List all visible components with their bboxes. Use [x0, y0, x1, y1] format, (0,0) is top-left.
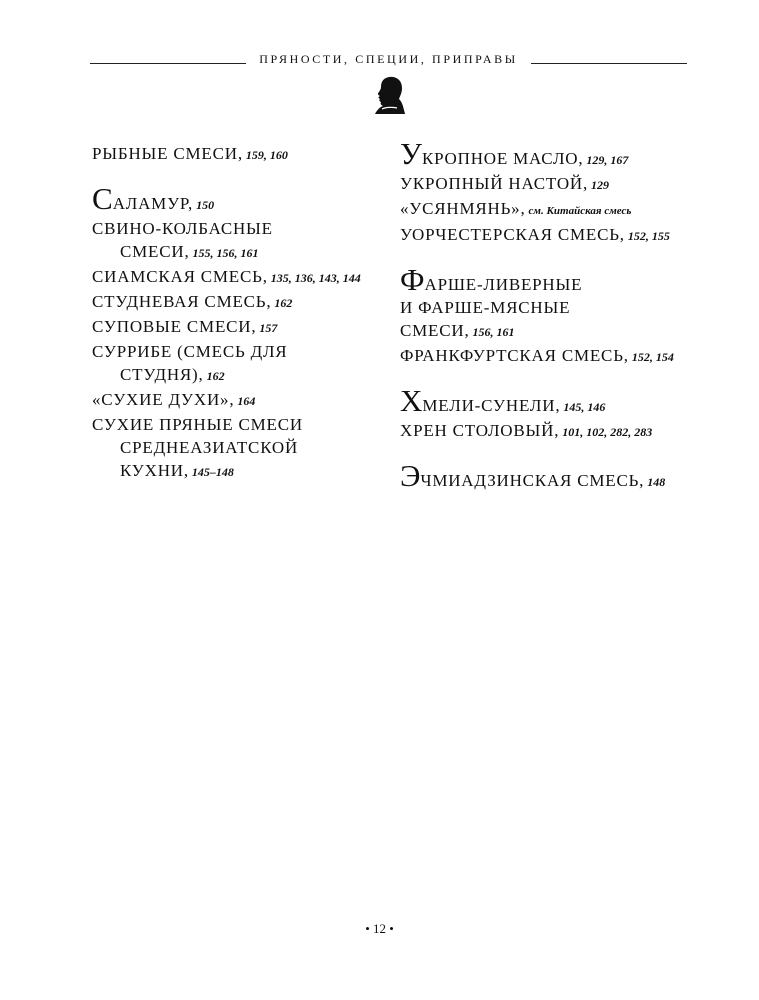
entry-pages: 162 — [206, 369, 225, 383]
entry-term: СМЕСИ, — [400, 321, 470, 340]
entry-pages: 152, 154 — [631, 350, 674, 364]
entry-pages: 152, 155 — [627, 229, 670, 243]
index-section-u — [400, 136, 720, 248]
index-section-f — [400, 262, 720, 369]
entry-term: СУХИЕ ПРЯНЫЕ СМЕСИ — [92, 415, 303, 434]
entry-term: СИАМСКАЯ СМЕСЬ, — [92, 267, 268, 286]
index-entry — [92, 315, 392, 340]
index-entry-continuation — [92, 459, 392, 484]
entry-cross-reference: см. Китайская смесь — [528, 205, 632, 217]
entry-term: СУРРИБЕ (СМЕСЬ ДЛЯ — [92, 342, 288, 361]
index-entry — [400, 296, 720, 319]
entry-term: АРШЕ-ЛИВЕРНЫЕ — [424, 275, 583, 294]
section-initial-letter: Ф — [400, 262, 425, 297]
entry-term: СРЕДНЕАЗИАТСКОЙ — [120, 438, 299, 457]
running-title: ПРЯНОСТИ, СПЕЦИИ, ПРИПРАВЫ — [259, 52, 518, 66]
entry-pages: 145–148 — [191, 465, 234, 479]
index-entry — [92, 217, 392, 240]
header-rule-left — [90, 63, 246, 64]
index-entry — [92, 142, 392, 167]
entry-term: ХРЕН СТОЛОВЫЙ, — [400, 421, 560, 440]
index-entry — [400, 136, 720, 172]
entry-term: «УСЯНМЯНЬ», — [400, 199, 526, 218]
section-initial-letter: Х — [400, 383, 423, 418]
index-entry-continuation — [92, 363, 392, 388]
entry-term: «СУХИЕ ДУХИ», — [92, 390, 235, 409]
index-section-kh — [400, 383, 720, 444]
page-number: • 12 • — [365, 921, 394, 936]
entry-term: ЧМИАДЗИНСКАЯ СМЕСЬ, — [420, 471, 645, 490]
index-entry — [92, 340, 392, 363]
index-entry — [400, 197, 720, 223]
entry-term: СТУДНЯ), — [120, 365, 204, 384]
header-rule-right — [531, 63, 687, 64]
entry-term: УКРОПНЫЙ НАСТОЙ, — [400, 174, 589, 193]
entry-pages: 157 — [259, 321, 278, 335]
entry-pages: 159, 160 — [245, 148, 288, 162]
index-section-r — [92, 142, 392, 167]
entry-pages: 135, 136, 143, 144 — [270, 271, 361, 285]
entry-term: ФРАНКФУРТСКАЯ СМЕСЬ, — [400, 346, 629, 365]
running-header — [90, 50, 687, 74]
entry-pages: 155, 156, 161 — [192, 246, 259, 260]
index-entry — [92, 413, 392, 436]
profile-silhouette-icon — [369, 75, 407, 115]
index-entry-continuation — [92, 436, 392, 459]
index-column-left — [92, 142, 392, 504]
index-entry — [92, 290, 392, 315]
index-entry — [400, 223, 720, 248]
entry-term: СТУДНЕВАЯ СМЕСЬ, — [92, 292, 272, 311]
index-entry — [400, 262, 720, 297]
entry-pages: 148 — [647, 475, 666, 489]
index-entry — [400, 419, 720, 444]
entry-term: КРОПНОЕ МАСЛО, — [421, 149, 584, 168]
entry-pages: 150 — [196, 198, 215, 212]
entry-term: КУХНИ, — [120, 461, 189, 480]
section-initial-letter: С — [92, 181, 113, 216]
index-entry-continuation — [92, 240, 392, 265]
entry-pages: 101, 102, 282, 283 — [562, 425, 653, 439]
index-entry — [400, 319, 720, 344]
entry-term: И ФАРШЕ-МЯСНЫЕ — [400, 298, 571, 317]
entry-pages: 162 — [274, 296, 293, 310]
entry-term: СУПОВЫЕ СМЕСИ, — [92, 317, 257, 336]
entry-term: СМЕСИ, — [120, 242, 190, 261]
entry-pages: 129, 167 — [586, 153, 629, 167]
index-section-e — [400, 458, 720, 494]
entry-pages: 164 — [237, 394, 256, 408]
entry-term: МЕЛИ-СУНЕЛИ, — [422, 396, 561, 415]
entry-term: УОРЧЕСТЕРСКАЯ СМЕСЬ, — [400, 225, 625, 244]
index-entry — [92, 388, 392, 413]
index-entry — [400, 458, 720, 494]
section-initial-letter: Э — [400, 458, 421, 493]
entry-term: РЫБНЫЕ СМЕСИ, — [92, 144, 243, 163]
index-entry — [400, 344, 720, 369]
entry-pages: 145, 146 — [563, 400, 606, 414]
entry-pages: 129 — [591, 178, 610, 192]
index-entry — [92, 181, 392, 217]
section-initial-letter: У — [400, 136, 422, 171]
entry-term: АЛАМУР, — [112, 194, 194, 213]
index-column-right — [400, 136, 720, 514]
index-entry — [400, 172, 720, 197]
entry-pages: 156, 161 — [472, 325, 515, 339]
index-section-s — [92, 181, 392, 484]
index-entry — [400, 383, 720, 419]
entry-term: СВИНО-КОЛБАСНЫЕ — [92, 219, 273, 238]
index-entry — [92, 265, 392, 290]
